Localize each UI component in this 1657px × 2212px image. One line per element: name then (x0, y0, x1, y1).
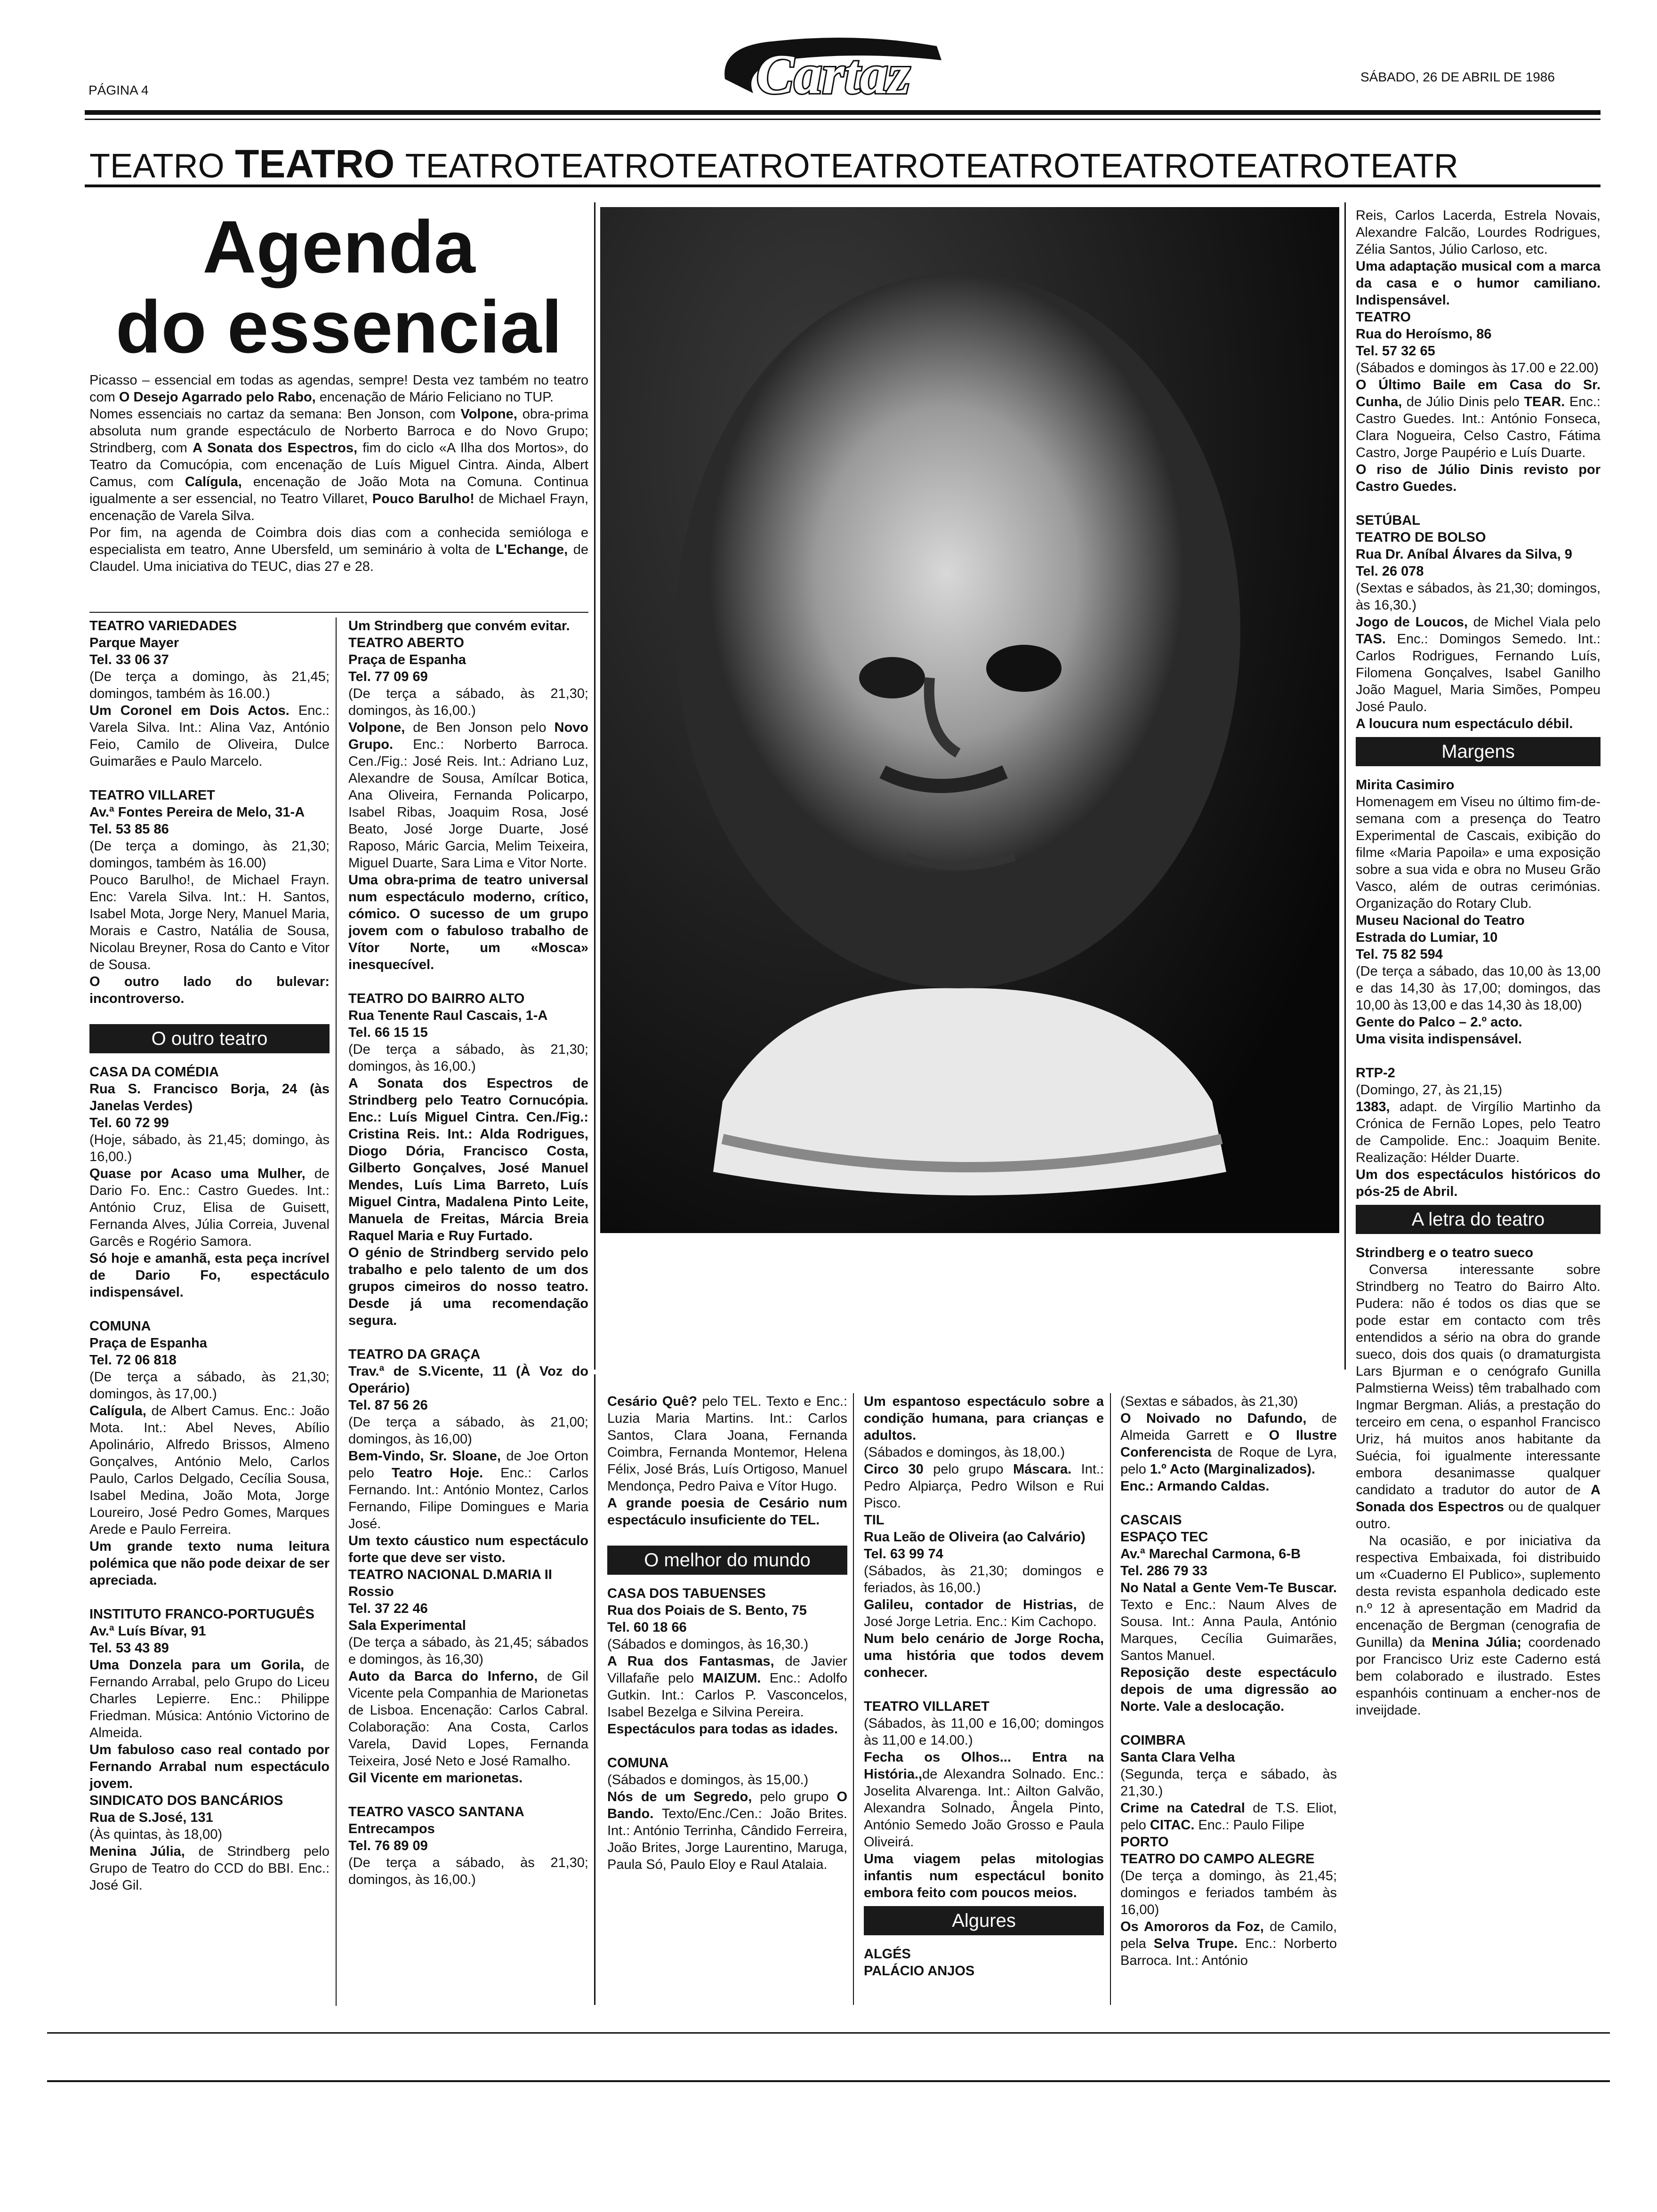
headline (89, 207, 588, 367)
listing-casa-tabuenses: CASA DOS TABUENSES Rua dos Poiais de S. Bento, 75 Tel. 60 18 66 (Sábados e domingos, às 16,30.) A Rua dos Fantasmas, de Javier Villafañe pelo MAIZUM. Enc.: Adolfo Gutkin. Int.: Carlos P. Vasconcelos, Isabel Bezelga e Silvina Pereira. Espectáculos para todas as idades. (607, 1586, 847, 1737)
listing-coimbra: COIMBRA Santa Clara Velha (Segunda, terça e sábado, às 21,30.) Crime na Catedral de T.S. Eliot, pelo CITAC. Enc.: Paulo Filipe PORTO TEATRO DO CAMPO ALEGRE (De terça a domingo, às 21,45; domingos e feriados também às 16,00) Os Amororos da Foz, de Camilo, pela Selva Trupe. Enc.: Norberto Barroca. Int.: António (1120, 1733, 1337, 1968)
listing-vasco-santana: TEATRO VASCO SANTANA Entrecampos Tel. 76 89 09 (De terça a sábado, às 21,30; domingos, às 16,00.) (348, 1804, 588, 1887)
portrait-photo (600, 207, 1339, 1370)
listing-casa-comedia: CASA DA COMÉDIA Rua S. Francisco Borja, 24 (às Janelas Verdes) Tel. 60 72 99 (Hoje, sábado, às 21,45; domingo, às 16,00.) Quase por Acaso uma Mulher, de Dario Fo. Enc.: Castro Guedes. Int.: António Cruz, Elisa de Guisett, Fernanda Alves, Júlia Correia, Juvenal Garcês e Rogério Samora. Só hoje e amanhã, esta peça incrível de Dario Fo, espectáculo indispensável. (89, 1065, 330, 1300)
listing-comuna: COMUNA Praça de Espanha Tel. 72 06 818 (De terça a sábado, às 21,30; domingos, às 17,00.) Calígula, de Albert Camus. Enc.: João Mota. Int.: Abel Neves, Abílio Apolinário, Alfredo Brissos, Almeno Gonçalves, António Melo, Carlos Paulo, Carlos Delgado, Cecília Sousa, Isabel Medina, João Mota, Jorge Loureiro, José Pedro Gomes, Marques Arede e Paulo Ferreira. Um grande texto numa leitura polémica que não pode deixar de ser apreciada. (89, 1319, 330, 1588)
banner-underline (85, 184, 1601, 187)
band-melhor-do-mundo: O melhor do mundo (607, 1546, 847, 1575)
column-rule-3 (594, 1374, 595, 2005)
banner-word-2: TEATRO (235, 142, 395, 184)
listing-comuna-infantil: COMUNA (Sábados e domingos, às 15,00.) Nós de um Segredo, pelo grupo O Bando. Texto/Enc./Cen.: João Brites. Int.: António Terrinha, Cândido Ferreira, João Brites, Jorge Laurentino, Maruga, Paula Só, Paulo Eloy e Raul Atalaia. (607, 1755, 847, 1872)
listings-column-3: Cesário Quê? pelo TEL. Texto e Enc.: Luzia Maria Martins. Int.: Carlos Santos, Clara Joana, Fernanda Coimbra, Fernanda Montemor, Helena Félix, José Brás, Luís Ortigoso, Manuel Mendonça, Pedro Paiva e Vítor Hugo. A grande poesia de Cesário num espectáculo insuficiente do TEL. O melhor do mundo CASA DOS TABUENSES Rua dos Poiais de S. Bento, 75 Tel. 60 18 66 (Sábados e domingos, às 16,30.) A Rua dos Fantasmas, de Javier Villafañe pelo MAIZUM. Enc.: Adolfo Gutkin. Int.: Carlos P. Vasconcelos, Isabel Bezelga e Silvina Pereira. Espectáculos para todas as idades. COMUNA (Sábados e domingos, às 15,00.) Nós de um Segredo, pelo grupo O Bando. Texto/Enc./Cen.: João Brites. Int.: António Terrinha, Cândido Ferreira, João Brites, Jorge Laurentino, Maruga, Paula Só, Paulo Eloy e Raul Atalaia. (607, 1394, 847, 1872)
column-rule-2 (336, 617, 337, 2006)
listing-cascais: CASCAIS ESPAÇO TEC Av.ª Marechal Carmona, 6-B Tel. 286 79 33 No Natal a Gente Vem-Te Buscar. Texto e Enc.: Naum Alves de Sousa. Int.: Anna Paula, António Marques, Cecília Guimarães, Santos Manuel. Reposição deste espectáculo depois de uma digressão ao Norte. Vale a deslocação. (1120, 1513, 1337, 1714)
bottom-rule (47, 2032, 1610, 2034)
headline-line-2: do essencial (115, 286, 563, 369)
listing-setubal: SETÚBAL TEATRO DE BOLSO Rua Dr. Aníbal Álvares da Silva, 9 Tel. 26 078 (Sextas e sábados, às 21,30; domingos, às 16,30.) Jogo de Loucos, de Michel Viala pelo TAS. Enc.: Domingos Semedo. Int.: Carlos Rodrigues, Fernando Luís, Filomena Gonçalves, Isabel Ganilho João Maguel, Maria Simões, Pompeu José Paulo. A loucura num espectáculo débil. (1356, 513, 1601, 731)
column-rule-4 (853, 1393, 854, 2005)
listing-instituto-franco-portugues: INSTITUTO FRANCO-PORTUGUÊS Av.ª Luís Bívar, 91 Tel. 53 43 89 Uma Donzela para um Gorila, de Fernando Arrabal, pelo Grupo do Liceu Charles Lepierre. Enc.: Philippe Friedman. Música: António Victorino de Almeida. Um fabuloso caso real contado por Fernando Arrabal num espectáculo jovem. SINDICATO DOS BANCÁRIOS Rua de S.José, 131 (Às quintas, às 18,00) Menina Júlia, de Strindberg pelo Grupo de Teatro do CCD do BBI. Enc.: José Gil. (89, 1607, 330, 1893)
top-rule-thin (85, 119, 1601, 120)
listing-teatro-graca: TEATRO DA GRAÇA Trav.ª de S.Vicente, 11 (À Voz do Operário) Tel. 87 56 26 (De terça a sábado, às 21,00; domingos, às 16,00) Bem-Vindo, Sr. Sloane, de Joe Orton pelo Teatro Hoje. Enc.: Carlos Fernando. Int.: António Montez, Carlos Fernando, Filipe Domingues e Maria José. Um texto cáustico num espectáculo forte que deve ser visto. TEATRO NACIONAL D.MARIA II Rossio Tel. 37 22 46 Sala Experimental (De terça a sábado, às 21,45; sábados e domingos, às 16,30) Auto da Barca do Inferno, de Gil Vicente pela Companhia de Marionetas de Lisboa. Encenação: Carlos Cabral. Colaboração: Ana Costa, Carlos Varela, David Lopes, Fernanda Teixeira, José Neto e José Ramalho. Gil Vicente em marionetas. (348, 1347, 588, 1786)
column-rule-5 (1110, 1393, 1111, 2005)
item-rtp2: RTP-2 (Domingo, 27, às 21,15) 1383, adapt. de Virgílio Martinho da Crónica de Fernão Lopes, pelo Teatro de Campolide. Enc.: Joaquim Benite. Realização: Hélder Duarte. Um dos espectáculos históricos do pós-25 de Abril. (1356, 1066, 1601, 1199)
listing-bairro-alto: TEATRO DO BAIRRO ALTO Rua Tenente Raul Cascais, 1-A Tel. 66 15 15 (De terça a sábado, às 21,30; domingos, às 16,00.) A Sonata dos Espectros de Strindberg pelo Teatro Cornucópia. Enc.: Luís Miguel Cintra. Cen./Fig.: Cristina Reis. Int.: Alda Rodrigues, Diogo Dória, Francisco Costa, Gilberto Gonçalves, José Manuel Mendes, Luís Lima Barreto, Luís Miguel Cintra, Madalena Pinto Leite, Manuela de Freitas, Márcia Breia Raquel Maria e Ruy Furtado. O génio de Strindberg servido pelo trabalho e pelo talento de um dos grupos cimeiros do nosso teatro. Desde já uma recomendação segura. (348, 991, 588, 1328)
intro-text: Picasso – essencial em todas as agendas, sempre! Desta vez também no teatro com O Desejo Agarrado pelo Rabo, encenação de Mário Feliciano no TUP. Nomes essenciais no cartaz da semana: Ben Jonson, com Volpone, obra-prima absoluta num grande espectáculo de Norberto Barroca e do Novo Grupo; Strindberg, com A Sonata dos Espectros, fim do ciclo «A Ilha dos Mortos», do Teatro da Comucópia, com encenação de Luís Miguel Cintra. Ainda, Albert Camus, com Calígula, encenação de João Mota na Comuna. Continua igualmente a ser essencial, no Teatro Villaret, Pouco Barulho! de Michael Frayn, encenação de Varela Silva. Por fim, na agenda de Coimbra dois dias com a conhecida semióloga e especialista em teatro, Anne Ubersfeld, um seminário à volta de L'Echange, de Claudel. Uma iniciativa do TEUC, dias 27 e 28. (89, 373, 588, 574)
banner-repeat: TEATROTEATROTEATROTEATROTEATROTEATROTEATROTEATR (405, 147, 1458, 184)
article-strindberg: Strindberg e o teatro sueco Conversa interessante sobre Strindberg no Teatro do Bairro Alto. Pudera: não é todos os dias que se pode estar em contacto com três entendidos a sério na obra do grande sueco, dois dos quais (o dramaturgista Lars Bjurman e o cenógrafo Gunilla Palmstierna Weiss) têm trabalhado com Ingmar Bergman. Aliás, a prestação do terceiro em cena, o espanhol Francisco Uriz, há muitos anos habitante da Suécia, foi igualmente interessante embora desanimasse qualquer candidato a tradutor do autor de A Sonada dos Espectros ou de qualquer outro. Na ocasião, e por iniciativa da respectiva Embaixada, foi distribuido um «Cuaderno El Publico», suplemento desta revista espanhola dedicado este n.º 12 à apresentação em Madrid da encenação de Bergman (cenografia de Gunilla) da Menina Júlia; coordenado por Francisco Uriz este Caderno está bem colaborado e ilustrado. Estes espanhóis continuam a encher-nos de inveijdade. (1356, 1245, 1601, 1718)
bottom-rule-2 (47, 2080, 1610, 2082)
section-banner (89, 141, 1601, 184)
column-rule-photo (1344, 202, 1346, 1370)
listings-column-1 (89, 617, 330, 2006)
top-rule (85, 110, 1601, 115)
column-rule-1 (594, 202, 595, 1370)
band-algures: Algures (864, 1906, 1104, 1935)
band-letra-do-teatro: A letra do teatro (1356, 1205, 1601, 1234)
listing-villaret: TEATRO VILLARET Av.ª Fontes Pereira de Melo, 31-A Tel. 53 85 86 (De terça a domingo, às 21,30; domingos, também às 16.00) Pouco Barulho!, de Michael Frayn. Enc: Varela Silva. Int.: H. Santos, Isabel Mota, Jorge Nery, Manuel Maria, Morais e Castro, Natália de Sousa, Nicolau Breyner, Rosa do Canto e Vitor de Sousa. O outro lado do bulevar: incontroverso. (89, 788, 330, 1006)
masthead-logo (716, 27, 951, 107)
listing-villaret-infantil: TEATRO VILLARET (Sábados, às 11,00 e 16,00; domingos às 11,00 e 14.00.) Fecha os Olhos... Entra na História.,de Alexandra Solnado. Enc.: Joselita Alvarenga. Int.: Ailton Galvão, Alexandra Solnado, Ângela Pinto, António Semedo João Grosso e Paula Oliveirá. Uma viagem pelas mitologias infantis num espectácul bonito embora feito com poucos meios. (864, 1699, 1104, 1900)
headline-line-1: Agenda (202, 206, 475, 289)
listings-column-2: Um Strindberg que convém evitar. TEATRO ABERTO Praça de Espanha Tel. 77 09 69 (De terça a sábado, às 21,30; domingos, às 16,00.) Volpone, de Ben Jonson pelo Novo Grupo. Enc.: Norberto Barroca. Cen./Fig.: José Reis. Int.: Adriano Luz, Alexandre de Sousa, Amílcar Botica, Ana Oliveira, Fernanda Policarpo, Isabel Ribas, Joaquim Rosa, José Beato, José Jorge Duarte, José Raposo, Máric Garcia, Melim Teixeira, Miguel Duarte, Sara Lima e Vitor Norte. Uma obra-prima de teatro universal num espectáculo moderno, crítico, cómico. O sucesso de um grupo jovem com o fabuloso trabalho de Vítor Norte, um «Mosca» inesquecível. TEATRO DO BAIRRO ALTO Rua Tenente Raul Cascais, 1-A Tel. 66 15 15 (De terça a sábado, às 21,30; domingos, às 16,00.) A Sonata dos Espectros de Strindberg pelo Teatro Cornucópia. Enc.: Luís Miguel Cintra. Cen./Fig.: Cristina Reis. Int.: Alda Rodrigues, Diogo Dória, Francisco Costa, Gilberto Gonçalves, José Manuel Mendes, Luís Lima Barreto, Luís Miguel Cintra, Madalena Pinto Leite, Manuela de Freitas, Márcia Breia Raquel Maria e Ruy Furtado. O génio de Strindberg servido pelo trabalho e pelo talento de um dos grupos cimeiros do nosso teatro. Desde já uma recomendação segura. TEATRO DA GRAÇA Trav.ª de S.Vicente, 11 (À Voz do Operário) Tel. 87 56 26 (De terça a sábado, às 21,00; domingos, às 16,00) Bem-Vindo, Sr. Sloane, de Joe Orton pelo Teatro Hoje. Enc.: Carlos Fernando. Int.: António Montez, Carlos Fernando, Filipe Domingues e Maria José. Um texto cáustico num espectáculo forte que deve ser visto. TEATRO NACIONAL D.MARIA II Rossio Tel. 37 22 46 Sala Experimental (De terça a sábado, às 21,45; sábados e domingos, às 16,30) Auto da Barca do Inferno, de Gil Vicente pela Companhia de Marionetas de Lisboa. Encenação: Carlos Cabral. Colaboração: Ana Costa, Carlos Varela, David Lopes, Fernanda Teixeira, José Neto e José Ramalho. Gil Vicente em marionetas. TEATRO VASCO SANTANA Entrecampos Tel. 76 89 09 (De terça a sábado, às 21,30; domingos, às 16,00.) (348, 618, 588, 1887)
listings-column-5: (Sextas e sábados, às 21,30) O Noivado no Dafundo, de Almeida Garrett e O Ilustre Conferencista de Roque de Lyra, pelo 1.º Acto (Marginalizados). Enc.: Armando Caldas. CASCAIS ESPAÇO TEC Av.ª Marechal Carmona, 6-B Tel. 286 79 33 No Natal a Gente Vem-Te Buscar. Texto e Enc.: Naum Alves de Sousa. Int.: Anna Paula, António Marques, Cecília Guimarães, Santos Manuel. Reposição deste espectáculo depois de uma digressão ao Norte. Vale a deslocação. COIMBRA Santa Clara Velha (Segunda, terça e sábado, às 21,30.) Crime na Catedral de T.S. Eliot, pelo CITAC. Enc.: Paulo Filipe PORTO TEATRO DO CAMPO ALEGRE (De terça a domingo, às 21,45; domingos e feriados também às 16,00) Os Amororos da Foz, de Camilo, pela Selva Trupe. Enc.: Norberto Barroca. Int.: António (1120, 1394, 1337, 1968)
banner-word-1: TEATRO (89, 147, 225, 184)
band-outro-teatro: O outro teatro (89, 1024, 330, 1053)
listing-variedades: TEATRO VARIEDADES Parque Mayer Tel. 33 06 37 (De terça a domingo, às 21,45; domingos, também às 16.00.) Um Coronel em Dois Actos. Enc.: Varela Silva. Int.: Alina Vaz, António Feio, Camilo de Oliveira, Dulce Guimarães e Paulo Marcelo. (89, 618, 330, 769)
intro-rule (89, 612, 588, 613)
masthead-text: Cartaz (756, 43, 910, 105)
page-label: PÁGINA 4 (88, 83, 149, 97)
item-mirita-casimiro: Mirita Casimiro Homenagem em Viseu no último fim-de-semana com a presença do Teatro Experimental de Cascais, exibição do filme «Maria Papoila» e uma exposição sobre a sua vida e obra no Museu Grão Vasco, além de outras cerimónias. Organização do Rotary Club. Museu Nacional do Teatro Estrada do Lumiar, 10 Tel. 75 82 594 (De terça a sábado, das 10,00 às 13,00 e das 14,30 às 17,00; domingos, das 10,00 às 13,00 e das 14,30 às 18,00) Gente do Palco – 2.º acto. Uma visita indispensável. (1356, 777, 1601, 1047)
listings-column-6: Reis, Carlos Lacerda, Estrela Novais, Alexandre Falcão, Lourdes Rodrigues, Zélia Santos, Júlio Carloso, etc. Uma adaptação musical com a marca da casa e o humor camiliano. Indispensável. TEATRO Rua do Heroísmo, 86 Tel. 57 32 65 (Sábados e domingos às 17.00 e 22.00) O Último Baile em Casa do Sr. Cunha, de Júlio Dinis pelo TEAR. Enc.: Castro Guedes. Int.: António Fonseca, Clara Nogueira, Celso Castro, Fátima Castro, Jorge Paupério e Luís Duarte. O riso de Júlio Dinis revisto por Castro Guedes. SETÚBAL TEATRO DE BOLSO Rua Dr. Aníbal Álvares da Silva, 9 Tel. 26 078 (Sextas e sábados, às 21,30; domingos, às 16,30.) Jogo de Loucos, de Michel Viala pelo TAS. Enc.: Domingos Semedo. Int.: Carlos Rodrigues, Fernando Luís, Filomena Gonçalves, Isabel Ganilho João Maguel, Maria Simões, Pompeu José Paulo. A loucura num espectáculo débil. Margens Mirita Casimiro Homenagem em Viseu no último fim-de-semana com a presença do Teatro Experimental de Cascais, exibição do filme «Maria Papoila» e uma exposição sobre a sua vida e obra no Museu Grão Vasco, além de outras cerimónias. Organização do Rotary Club. Museu Nacional do Teatro Estrada do Lumiar, 10 Tel. 75 82 594 (De terça a sábado, das 10,00 às 13,00 e das 14,30 às 17,00; domingos, das 10,00 às 13,00 e das 14,30 às 18,00) Gente do Palco – 2.º acto. Uma visita indispensável. RTP-2 (Domingo, 27, às 21,15) 1383, adapt. de Virgílio Martinho da Crónica de Fernão Lopes, pelo Teatro de Campolide. Enc.: Joaquim Benite. Realização: Hélder Duarte. Um dos espectáculos históricos do pós-25 de Abril. A letra do teatro Strindberg e o teatro sueco Conversa interessante sobre Strindberg no Teatro do Bairro Alto. Pudera: não é todos os dias que se pode estar em contacto com três entendidos a sério na obra do grande sueco, dois dos quais (o dramaturgista Lars Bjurman e o cenógrafo Gunilla Palmstierna Weiss) têm trabalhado com Ingmar Bergman. Aliás, a prestação do terceiro em cena, o espanhol Francisco Uriz, há muitos anos habitante da Suécia, foi igualmente interessante embora desanimasse qualquer candidato a tradutor do autor de A Sonada dos Espectros ou de qualquer outro. Na ocasião, e por iniciativa da respectiva Embaixada, foi distribuido um «Cuaderno El Publico», suplemento desta revista espanhola dedicado este n.º 12 à apresentação em Madrid da encenação de Bergman (cenografia de Gunilla) da Menina Júlia; coordenado por Francisco Uriz este Caderno está bem colaborado e ilustrado. Estes espanhóis continuam a encher-nos de inveijdade. (1356, 208, 1601, 1718)
band-margens: Margens (1356, 737, 1601, 766)
listings-column-4: Um espantoso espectáculo sobre a condição humana, para crianças e adultos. (Sábados e domingos, às 18,00.) Circo 30 pelo grupo Máscara. Int.: Pedro Alpiarça, Pedro Wilson e Rui Pisco. TIL Rua Leão de Oliveira (ao Calvário) Tel. 63 99 74 (Sábados, às 21,30; domingos e feriados, às 16,00.) Galileu, contador de Histrias, de José Jorge Letria. Enc.: Kim Cachopo. Num belo cenário de Jorge Rocha, uma história que todos devem conhecer. TEATRO VILLARET (Sábados, às 11,00 e 16,00; domingos às 11,00 e 14.00.) Fecha os Olhos... Entra na História.,de Alexandra Solnado. Enc.: Joselita Alvarenga. Int.: Ailton Galvão, Alexandra Solnado, Ângela Pinto, António Semedo João Grosso e Paula Oliveirá. Uma viagem pelas mitologias infantis num espectácul bonito embora feito com poucos meios. Algures ALGÉS PALÁCIO ANJOS (864, 1394, 1104, 1979)
issue-date: SÁBADO, 26 DE ABRIL DE 1986 (1360, 70, 1555, 84)
